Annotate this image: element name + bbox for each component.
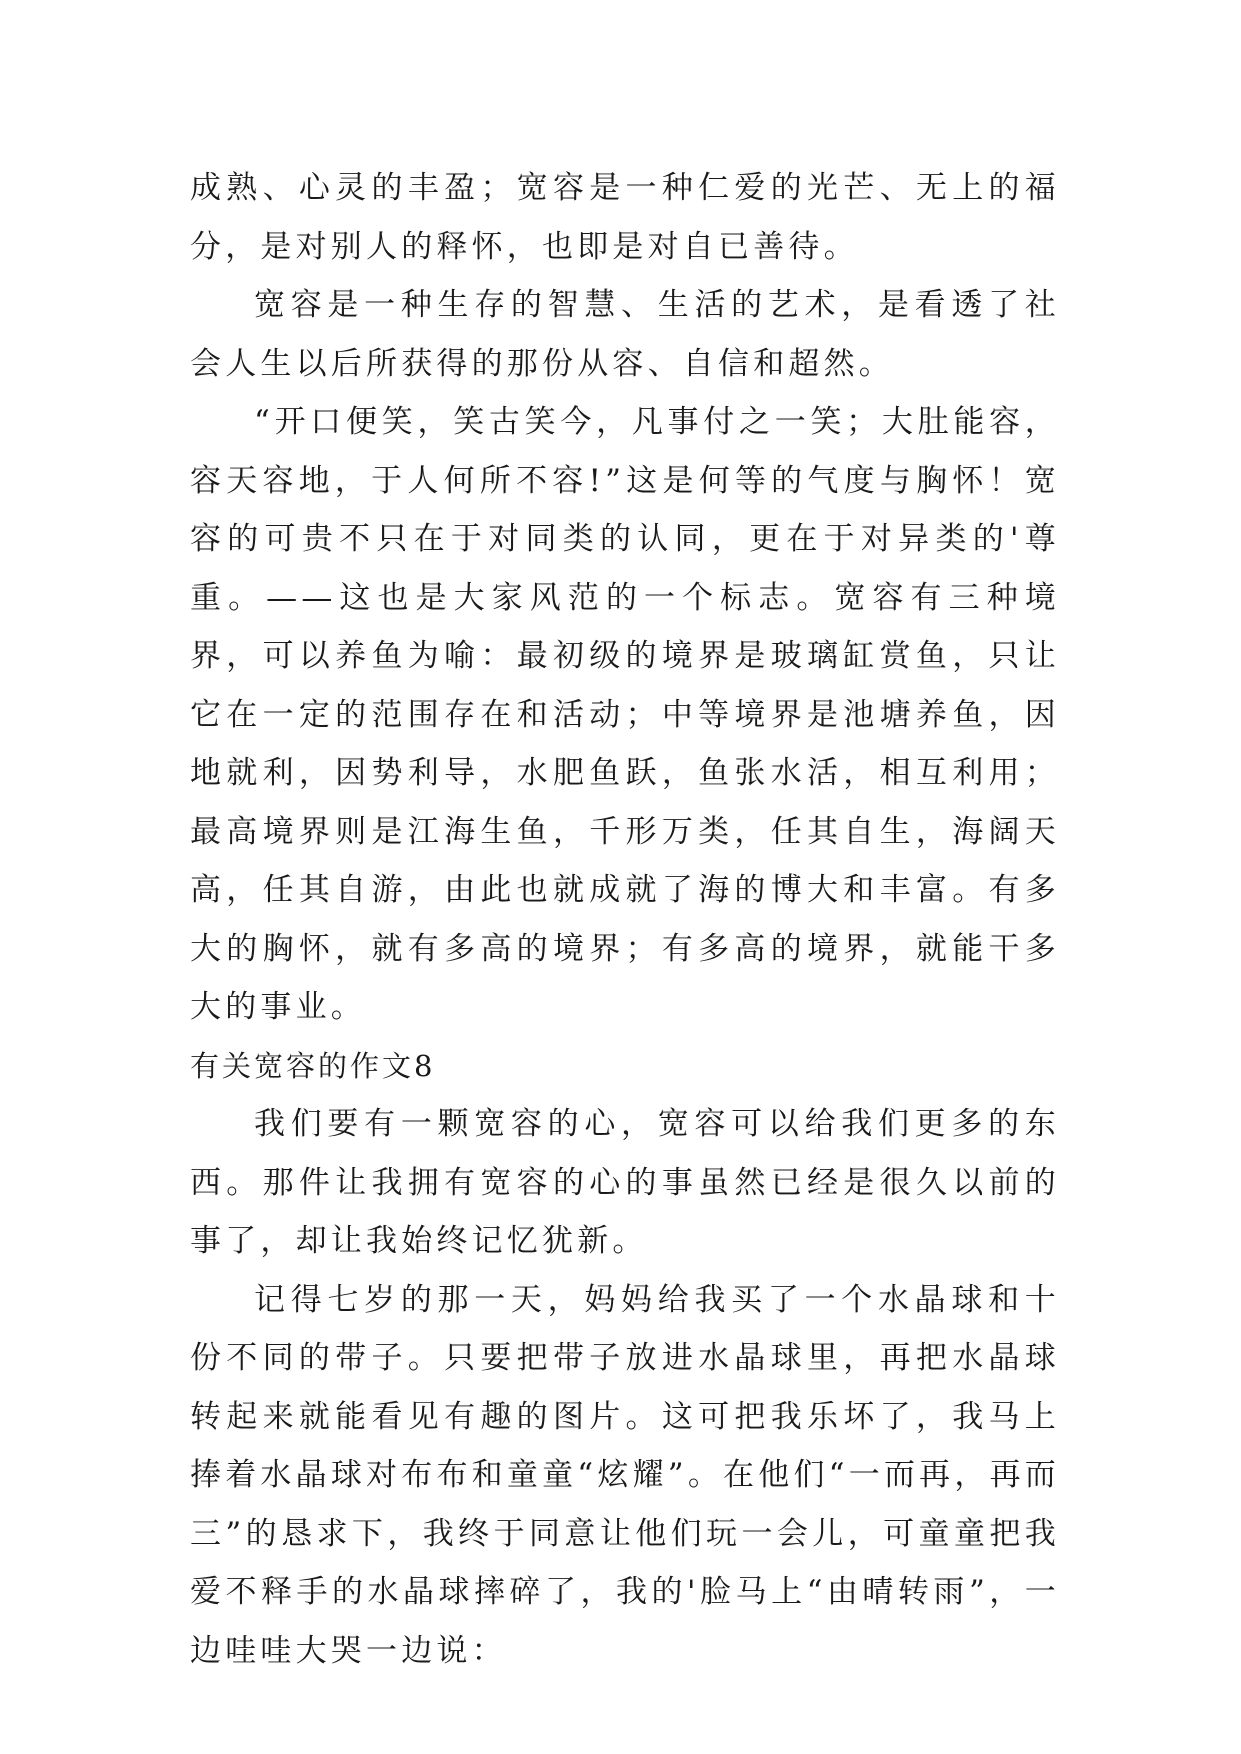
paragraph: 宽容是一种生存的智慧、生活的艺术，是看透了社会人生以后所获得的那份从容、自信和超然。 [190, 287, 1060, 382]
document-body [190, 159, 1060, 1680]
paragraph: “开口便笑，笑古笑今，凡事付之一笑；大肚能容，容天容地，于人何所不容!”这是何等的气度与胸怀！宽容的可贵不只在于对同类的认同，更在于对异类的'尊重。——这也是大家风范的一个标志。宽容有三种境界，可以养鱼为喻：最初级的境界是玻璃缸赏鱼，只让它在一定的范围存在和活动；中等境界是池塘养鱼，因地就利，因势利导，水肥鱼跃，鱼张水活，相互利用；最高境界则是江海生鱼，千形万类，任其自生，海阔天高，任其自游，由此也就成就了海的博大和丰富。有多大的胸怀，就有多高的境界；有多高的境界，就能干多大的事业。 [190, 404, 1060, 1025]
paragraph: 记得七岁的那一天，妈妈给我买了一个水晶球和十份不同的带子。只要把带子放进水晶球里，再把水晶球转起来就能看见有趣的图片。这可把我乐坏了，我马上捧着水晶球对布布和童童“炫耀”。在他们“一而再，再而三”的恳求下，我终于同意让他们玩一会儿，可童童把我爱不释手的水晶球摔碎了，我的'脸马上“由晴转雨”，一边哇哇大哭一边说： [190, 1281, 1060, 1669]
paragraph: 我们要有一颗宽容的心，宽容可以给我们更多的东西。那件让我拥有宽容的心的事虽然已经是很久以前的事了，却让我始终记忆犹新。 [190, 1106, 1060, 1259]
section-heading: 有关宽容的作文8 [190, 1048, 436, 1083]
continued-paragraph: 成熟、心灵的丰盈；宽容是一种仁爱的光芒、无上的福分，是对别人的释怀，也即是对自已善待。 [190, 170, 1060, 265]
